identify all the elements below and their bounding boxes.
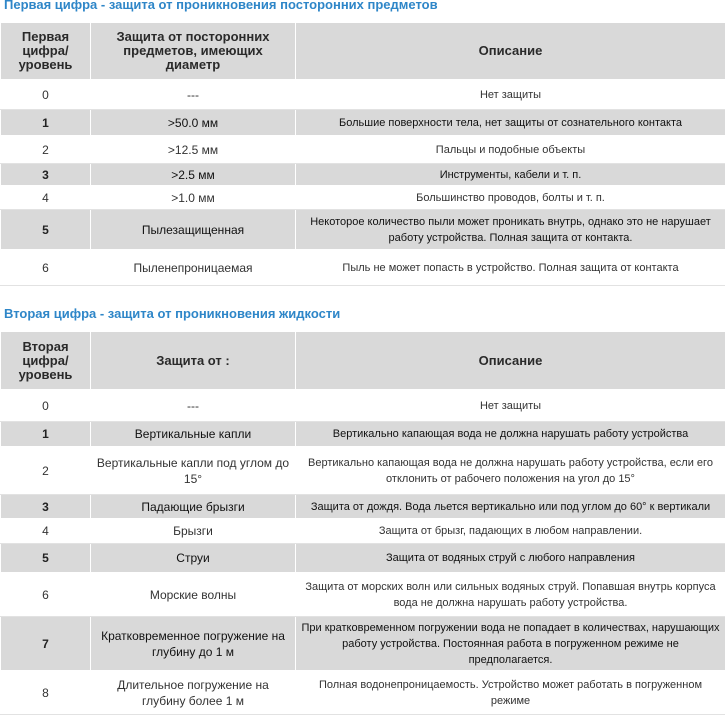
level-cell: 4	[1, 186, 91, 210]
table-header-row	[1, 332, 725, 390]
table-row	[1, 671, 725, 715]
level-cell: 1	[1, 422, 91, 447]
description-cell: Вертикально капающая вода не должна нарушать работу устройства	[296, 422, 725, 447]
table-row	[1, 186, 725, 210]
protection-cell: Брызги	[91, 519, 296, 544]
table-row	[1, 573, 725, 617]
table-row	[1, 495, 725, 519]
level-cell: 7	[1, 617, 91, 671]
protection-cell: ---	[91, 390, 296, 422]
section2-title: Вторая цифра - защита от проникновения жидкости	[4, 306, 341, 321]
header-level: Первая цифра/ уровень	[1, 23, 91, 80]
table-row	[1, 447, 725, 495]
level-cell: 6	[1, 250, 91, 286]
protection-cell: Кратковременное погружение на глубину до 1 м	[91, 617, 296, 671]
description-cell: Пальцы и подобные объекты	[296, 136, 725, 164]
description-cell: Защита от брызг, падающих в любом направлении.	[296, 519, 725, 544]
table-row	[1, 164, 725, 186]
section1-title: Первая цифра - защита от проникновения посторонних предметов	[4, 0, 438, 12]
protection-cell: Струи	[91, 544, 296, 573]
level-cell: 5	[1, 210, 91, 250]
level-cell: 2	[1, 136, 91, 164]
protection-cell: Вертикальные капли	[91, 422, 296, 447]
description-cell: Защита от дождя. Вода льется вертикально или под углом до 60° к вертикали	[296, 495, 725, 519]
protection-cell: >1.0 мм	[91, 186, 296, 210]
level-cell: 4	[1, 519, 91, 544]
protection-cell: Морские волны	[91, 573, 296, 617]
protection-cell: Вертикальные капли под углом до 15°	[91, 447, 296, 495]
description-cell: Вертикально капающая вода не должна нарушать работу устройства, если его отклонить от рабочего положения на угол до 15°	[296, 447, 725, 495]
header-description: Описание	[296, 332, 725, 390]
liquid-protection-table	[0, 331, 725, 715]
level-cell: 0	[1, 80, 91, 110]
description-cell: Некоторое количество пыли может проникать внутрь, однако это не нарушает работу устройства. Полная защита от контакта.	[296, 210, 725, 250]
level-cell: 8	[1, 671, 91, 715]
table-row	[1, 136, 725, 164]
protection-cell: >12.5 мм	[91, 136, 296, 164]
level-cell: 2	[1, 447, 91, 495]
header-level: Вторая цифра/ уровень	[1, 332, 91, 390]
protection-cell: Длительное погружение на глубину более 1 м	[91, 671, 296, 715]
table-row	[1, 210, 725, 250]
description-cell: Защита от морских волн или сильных водяных струй. Попавшая внутрь корпуса вода не должна нарушать работу устройства.	[296, 573, 725, 617]
level-cell: 6	[1, 573, 91, 617]
protection-cell: Пылезащищенная	[91, 210, 296, 250]
protection-cell: >50.0 мм	[91, 110, 296, 136]
header-protection: Защита от посторонних предметов, имеющих диаметр	[91, 23, 296, 80]
description-cell: Большие поверхности тела, нет защиты от сознательного контакта	[296, 110, 725, 136]
dust-protection-table	[0, 22, 725, 286]
level-cell: 5	[1, 544, 91, 573]
table-row	[1, 544, 725, 573]
level-cell: 3	[1, 495, 91, 519]
description-cell: Нет защиты	[296, 80, 725, 110]
header-description: Описание	[296, 23, 725, 80]
table-row	[1, 422, 725, 447]
description-cell: Защита от водяных струй с любого направления	[296, 544, 725, 573]
description-cell: Инструменты, кабели и т. п.	[296, 164, 725, 186]
level-cell: 1	[1, 110, 91, 136]
protection-cell: Пыленепроницаемая	[91, 250, 296, 286]
table-row	[1, 519, 725, 544]
table-row	[1, 80, 725, 110]
description-cell: Большинство проводов, болты и т. п.	[296, 186, 725, 210]
description-cell: Полная водонепроницаемость. Устройство может работать в погруженном режиме	[296, 671, 725, 715]
level-cell: 0	[1, 390, 91, 422]
table-row	[1, 390, 725, 422]
description-cell: Пыль не может попасть в устройство. Полная защита от контакта	[296, 250, 725, 286]
protection-cell: >2.5 мм	[91, 164, 296, 186]
table-header-row	[1, 23, 725, 80]
description-cell: При кратковременном погружении вода не попадает в количествах, нарушающих работу устройства. Постоянная работа в погруженном режиме не предполагается.	[296, 617, 725, 671]
table-row	[1, 250, 725, 286]
table-row	[1, 110, 725, 136]
description-cell: Нет защиты	[296, 390, 725, 422]
protection-cell: Падающие брызги	[91, 495, 296, 519]
table-row	[1, 617, 725, 671]
protection-cell: ---	[91, 80, 296, 110]
header-protection: Защита от :	[91, 332, 296, 390]
level-cell: 3	[1, 164, 91, 186]
